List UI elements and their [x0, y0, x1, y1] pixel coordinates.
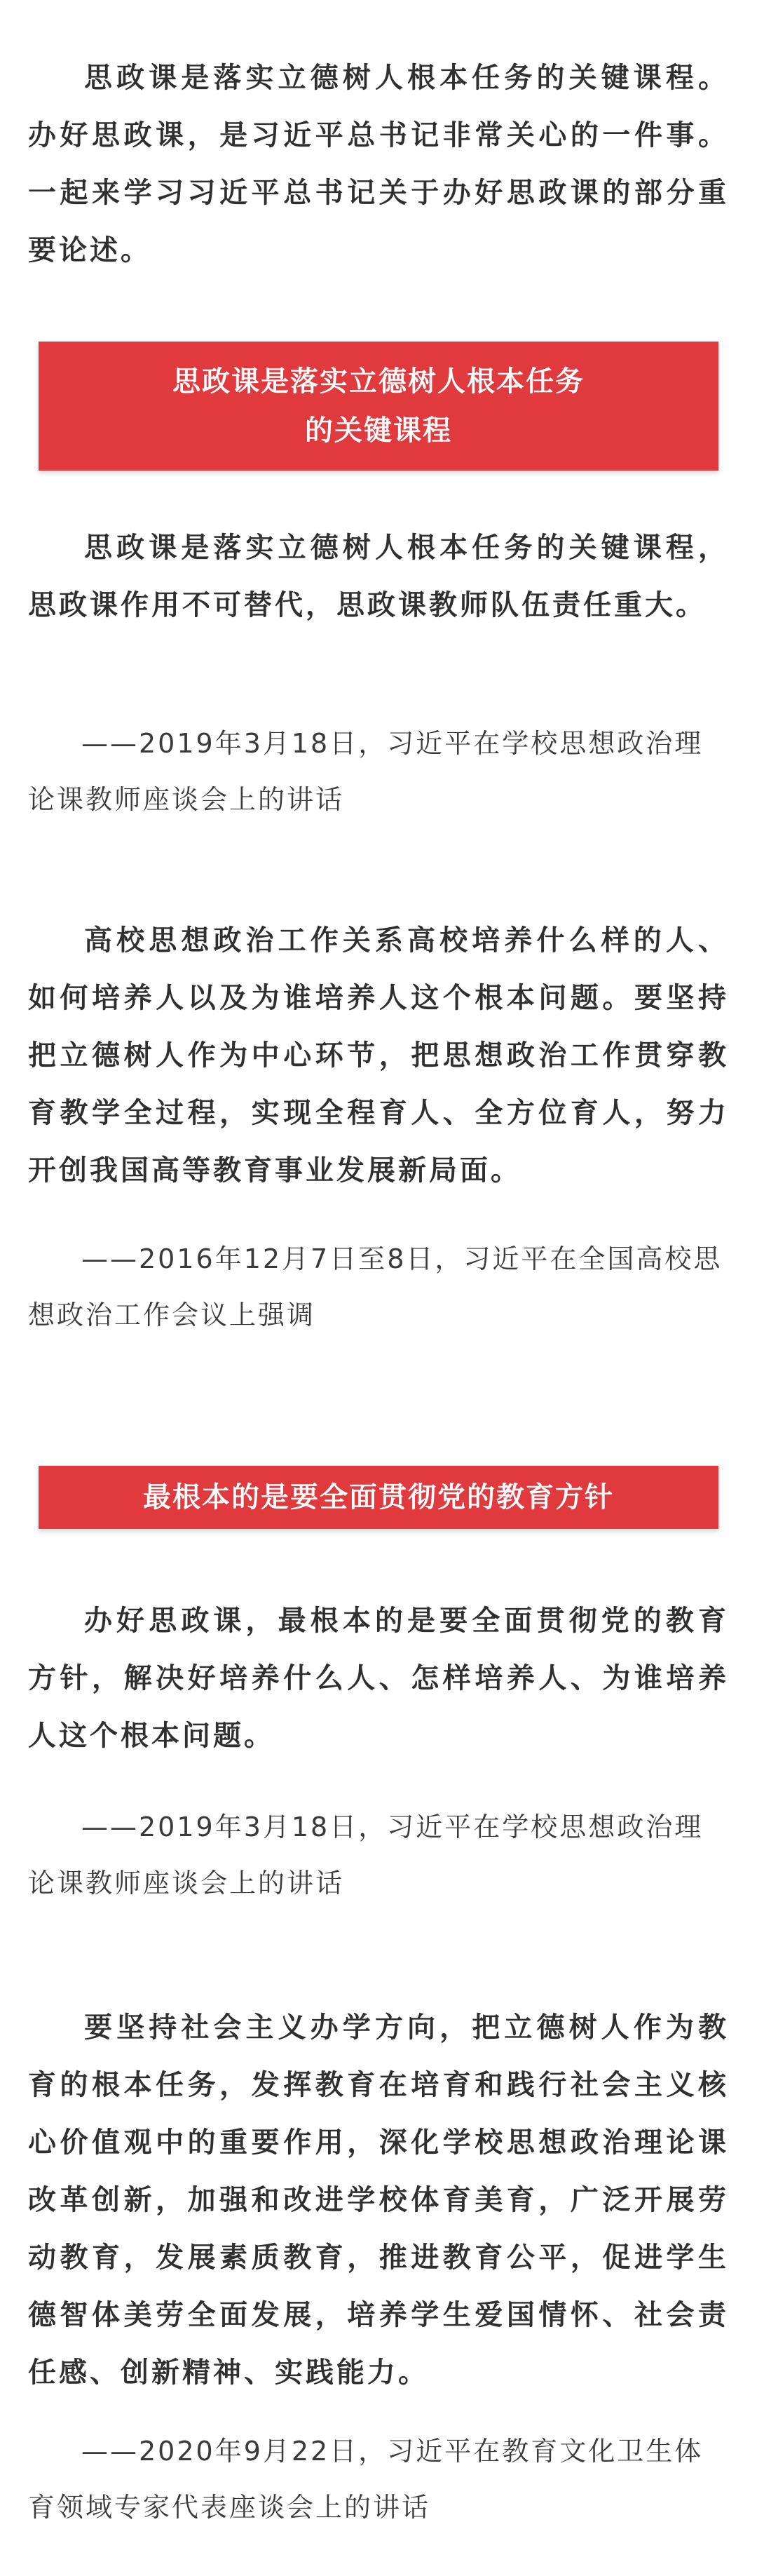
section-banner-1 — [39, 342, 718, 471]
section-banner-2-line-1: 最根本的是要全面贯彻党的教育方针 — [143, 1481, 614, 1513]
section-1-paragraph-2: 高校思想政治工作关系高校培养什么样的人、如何培养人以及为谁培养人这个根本问题。要坚持把立德树人作为中心环节，把思想政治工作贯穿教育教学全过程，实现全程育人、全方位育人，努力开创我国高等教育事业发展新局面。 — [28, 924, 729, 1187]
section-2-quote-1: ——2019年3月18日，习近平在学校思想政治理论课教师座谈会上的讲话 — [28, 1812, 704, 1899]
section-banner-1-line-2: 的关键课程 — [305, 414, 452, 447]
section-banner-2 — [39, 1466, 718, 1529]
section-1-paragraph-1: 思政课是落实立德树人根本任务的关键课程，思政课作用不可替代，思政课教师队伍责任重大。 — [28, 532, 729, 621]
section-2-paragraph-1: 办好思政课，最根本的是要全面贯彻党的教育方针，解决好培养什么人、怎样培养人、为谁培养人这个根本问题。 — [28, 1605, 729, 1752]
section-1-quote-1: ——2019年3月18日，习近平在学校思想政治理论课教师座谈会上的讲话 — [28, 728, 704, 815]
section-2-paragraph-2: 要坚持社会主义办学方向，把立德树人作为教育的根本任务，发挥教育在培育和践行社会主义核心价值观中的重要作用，深化学校思想政治理论课改革创新，加强和改进学校体育美育，广泛开展劳动教育，发展素质教育，推进教育公平，促进学生德智体美劳全面发展，培养学生爱国情怀、社会责任感、创新精神、实践能力。 — [28, 2011, 729, 2389]
section-banner-1-line-1: 思政课是落实立德树人根本任务 — [172, 365, 585, 398]
intro-paragraph: 思政课是落实立德树人根本任务的关键课程。办好思政课，是习近平总书记非常关心的一件事。一起来学习习近平总书记关于办好思政课的部分重要论述。 — [28, 62, 729, 267]
section-2-quote-2: ——2020年9月22日，习近平在教育文化卫生体育领域专家代表座谈会上的讲话 — [28, 2436, 704, 2523]
section-1-quote-2: ——2016年12月7日至8日，习近平在全国高校思想政治工作会议上强调 — [28, 1243, 723, 1330]
